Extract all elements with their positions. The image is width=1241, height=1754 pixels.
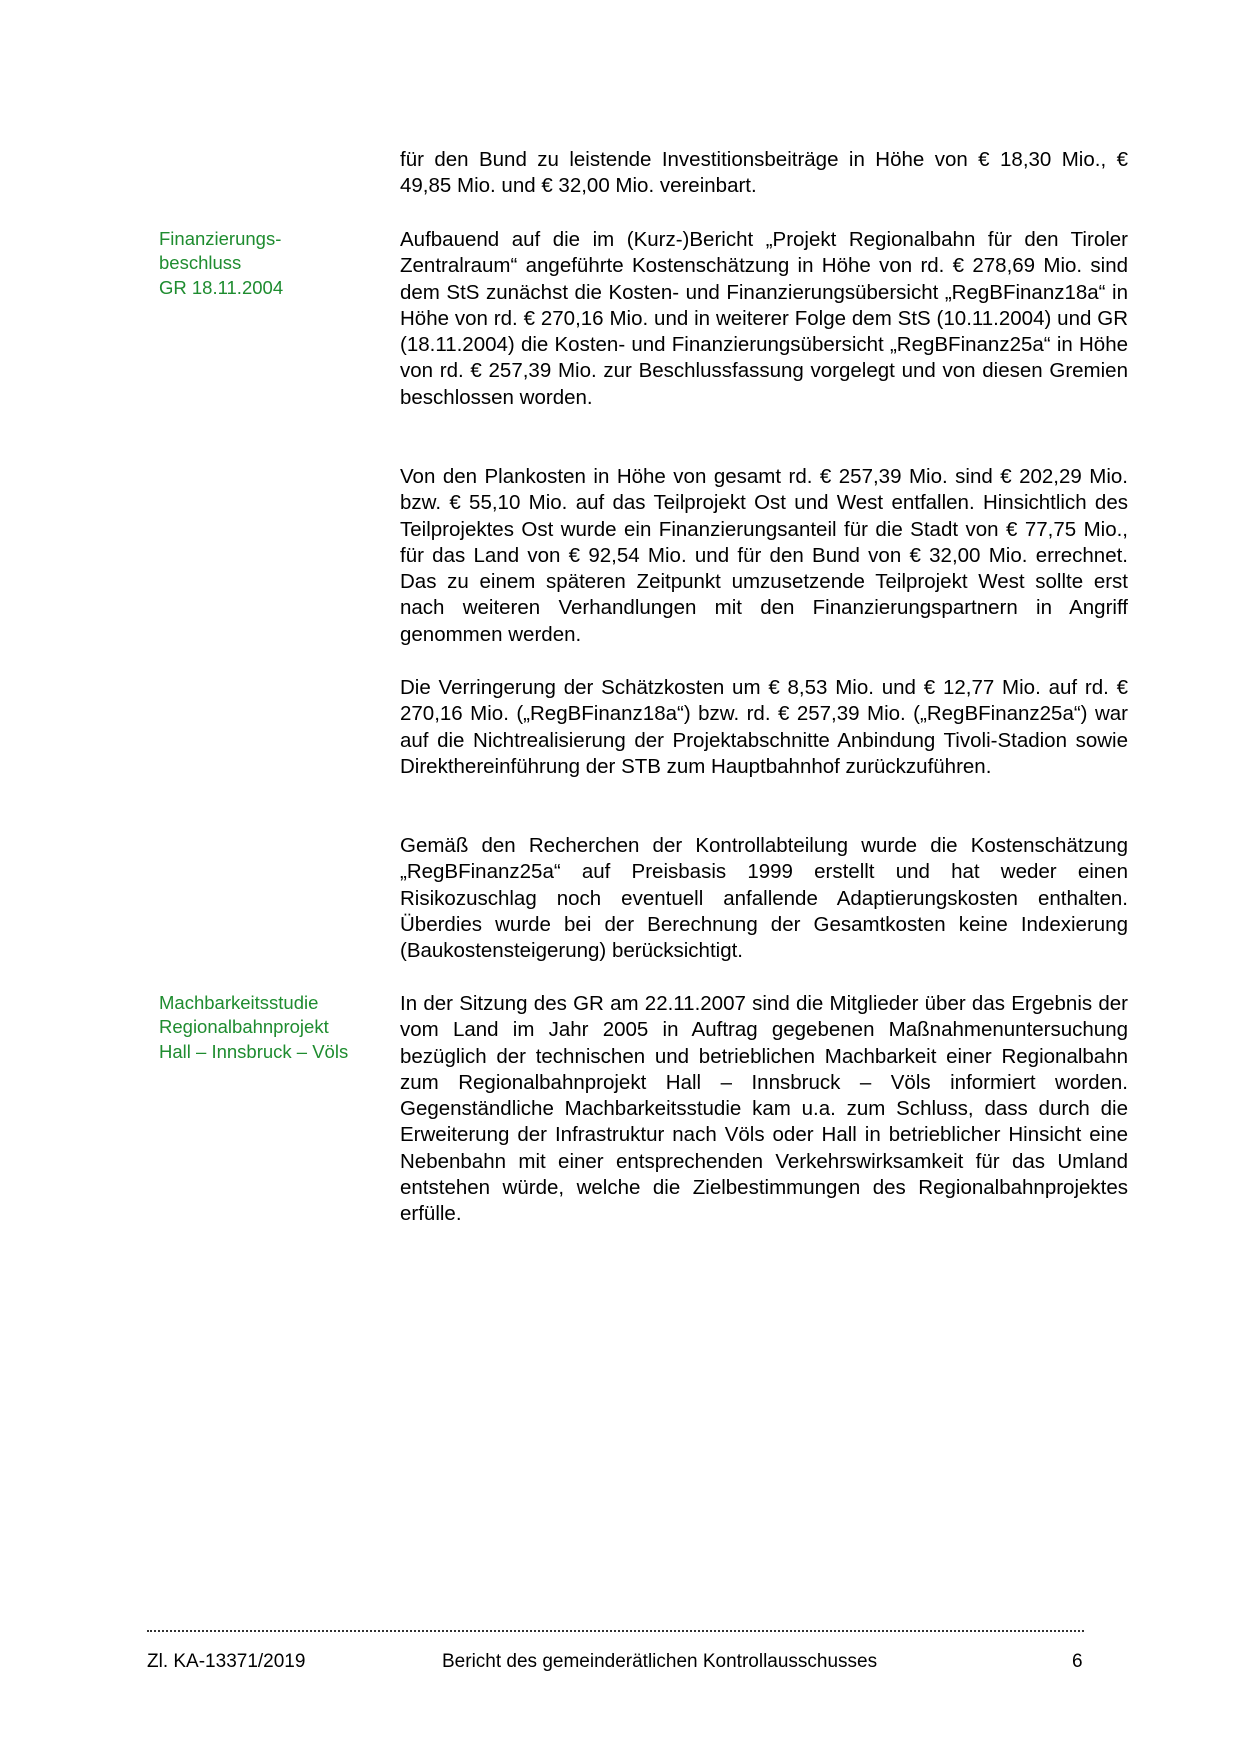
footer-divider (147, 1630, 1084, 1632)
margin-note-finanzierungsbeschluss (159, 227, 384, 300)
paragraph-machbarkeitsstudie: In der Sitzung des GR am 22.11.2007 sind die Mitglieder über das Ergebnis der vom Land im Jahr 2005 in Auftrag gegebenen Maßnahmenuntersuchung bezüglich der technischen und betrieblichen Machbarkeit einer Regionalbahn zum Regionalbahnprojekt Hall – Innsbruck – Völs informiert worden. Gegenständliche Machbarkeitsstudie kam u.a. zum Schluss, dass durch die Erweiterung der Infrastruktur nach Völs oder Hall in betrieblicher Hinsicht eine Nebenbahn mit einer entsprechenden Verkehrswirksamkeit für das Umland entstehen würde, welche die Zielbestimmungen des Regionalbahnprojektes erfülle. (400, 992, 1128, 1226)
margin-note-line: Hall – Innsbruck – Völs (159, 1040, 349, 1062)
paragraph-plankosten: Von den Plankosten in Höhe von gesamt rd. € 257,39 Mio. sind € 202,29 Mio. bzw. € 55,10 Mio. auf das Teilprojekt Ost und West entfallen. Hinsichtlich des Teilprojektes Ost wurde ein Finanzierungsanteil für die Stadt von € 77,75 Mio., für das Land von € 92,54 Mio. und für den Bund von € 32,00 Mio. errechnet. Das zu einem späteren Zeitpunkt umzusetzende Teilprojekt West sollte erst nach weiteren Verhandlungen mit den Finanzierungspartnern in Angriff genommen werden. (400, 465, 1128, 646)
paragraph-finanzierungsbeschluss: Aufbauend auf die im (Kurz-)Bericht „Projekt Regionalbahn für den Tiroler Zentralraum“ angeführte Kostenschätzung in Höhe von rd. € 278,69 Mio. sind dem StS zunächst die Kosten- und Finanzierungsübersicht „RegBFinanz18a“ in Höhe von rd. € 270,16 Mio. und in weiterer Folge dem StS (10.11.2004) und GR (18.11.2004) die Kosten- und Finanzierungsübersicht „RegBFinanz25a“ in Höhe von rd. € 257,39 Mio. zur Beschlussfassung vorgelegt und von diesen Gremien beschlossen worden. (400, 228, 1128, 409)
footer-reference: Zl. KA-13371/2019 (147, 1651, 306, 1672)
margin-note-line: Finanzierungs- (159, 228, 282, 249)
margin-note-line: Machbarkeitsstudie (159, 992, 319, 1013)
margin-note-line: Regionalbahnprojekt (159, 1016, 329, 1038)
margin-note-line: GR 18.11.2004 (159, 276, 284, 298)
margin-note-line: beschluss (159, 252, 242, 274)
margin-note-machbarkeitsstudie (159, 991, 384, 1064)
paragraph-schaetzkosten: Die Verringerung der Schätzkosten um € 8,53 Mio. und € 12,77 Mio. auf rd. € 270,16 Mio. („RegBFinanz18a“) bzw. rd. € 257,39 Mio. („RegBFinanz25a“) war auf die Nichtrealisierung der Projektabschnitte Anbindung Tivoli-Stadion sowie Direkthereinführung der STB zum Hauptbahnhof zurückzuführen. (400, 676, 1128, 778)
paragraph-continuation: für den Bund zu leistende Investitionsbeiträge in Höhe von € 18,30 Mio., € 49,85 Mio. und € 32,00 Mio. vereinbart. (400, 148, 1128, 198)
paragraph-kostenschaetzung: Gemäß den Recherchen der Kontrollabteilung wurde die Kostenschätzung „RegBFinanz25a“ auf Preisbasis 1999 erstellt und hat weder einen Risikozuschlag noch eventuell anfallende Adaptierungskosten enthalten. Überdies wurde bei der Berechnung der Gesamtkosten keine Indexierung (Baukostensteigerung) berücksichtigt. (400, 834, 1128, 963)
footer-title: Bericht des gemeinderätlichen Kontrollausschusses (442, 1651, 878, 1672)
footer-page-number: 6 (1072, 1651, 1083, 1672)
